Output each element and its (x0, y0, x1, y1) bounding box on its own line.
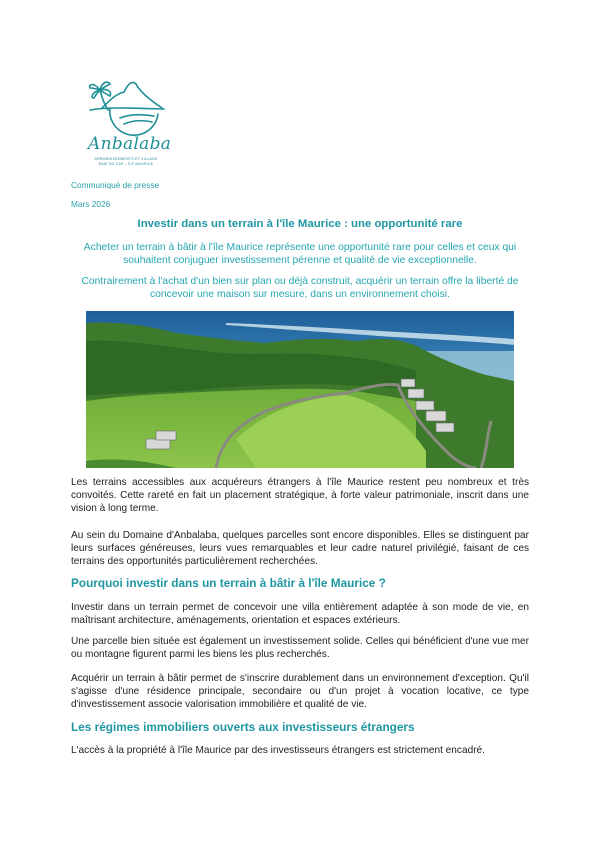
aerial-landscape-image (86, 311, 514, 468)
body-paragraph-1: Les terrains accessibles aux acquéreurs étrangers à l'île Maurice restent peu nombreux et très convoités. Cette rareté en fait un placement stratégique, à forte valeur patrimoniale, inscrit dans une vision à long terme. (71, 477, 529, 515)
logo-wordmark: Anbalaba (88, 134, 172, 154)
section-2-paragraph-1: L'accès à la propriété à l'île Maurice par des investisseurs étrangers est strictement encadré. (71, 745, 485, 756)
article-title: Investir dans un terrain à l'île Maurice : une opportunité rare (137, 218, 463, 230)
section-1-paragraph-2: Une parcelle bien située est également un investissement solide. Celles qui bénéficient d'une vue mer ou montagne figurent parmi les biens les plus recherchés. (71, 636, 529, 661)
section-heading-why-invest: Pourquoi investir dans un terrain à bâtir à l'île Maurice ? (71, 576, 386, 590)
release-date: Mars 2026 (71, 199, 111, 209)
lead-paragraph-1: Acheter un terrain à bâtir à l'île Maurice représente une opportunité rare pour celles et ceux qui souhaitent conjuguer investissement pérenne et qualité de vie exceptionnelle. (83, 242, 517, 267)
palm-mountain-emblem-icon (80, 74, 170, 136)
body-paragraph-2: Au sein du Domaine d'Anbalaba, quelques parcelles sont encore disponibles. Elles se distinguent par leurs surfaces généreuses, leurs vues remarquables et leur cadre naturel privilégié, faisant de ces terrains des opportunités particulièrement recherchées. (71, 530, 529, 568)
logo-tagline-1: ARRONDISSEMENTS ET VILLAGE (94, 157, 158, 161)
lead-paragraph-2: Contrairement à l'achat d'un bien sur plan ou déjà construit, acquérir un terrain offre la liberté de concevoir une maison sur mesure, dans un environnement choisi. (81, 276, 519, 301)
anbalaba-logo (80, 74, 170, 170)
section-heading-regimes: Les régimes immobiliers ouverts aux investisseurs étrangers (71, 720, 415, 734)
press-release-label: Communiqué de presse (71, 180, 160, 190)
aerial-photo (86, 311, 514, 468)
section-1-paragraph-1: Investir dans un terrain permet de concevoir une villa entièrement adaptée à son mode de vie, en maîtrisant architecture, aménagements, orientation et espaces extérieurs. (71, 602, 529, 627)
logo-tagline-2: BAIE DU CAP – ÎLE MAURICE (98, 162, 154, 166)
section-1-paragraph-3: Acquérir un terrain à bâtir permet de s'inscrire durablement dans un environnement d'exception. Qu'il s'agisse d'une résidence principale, secondaire ou d'un projet à vocation locative, ce type d'investissement associe valorisation immobilière et qualité de vie. (71, 673, 529, 711)
